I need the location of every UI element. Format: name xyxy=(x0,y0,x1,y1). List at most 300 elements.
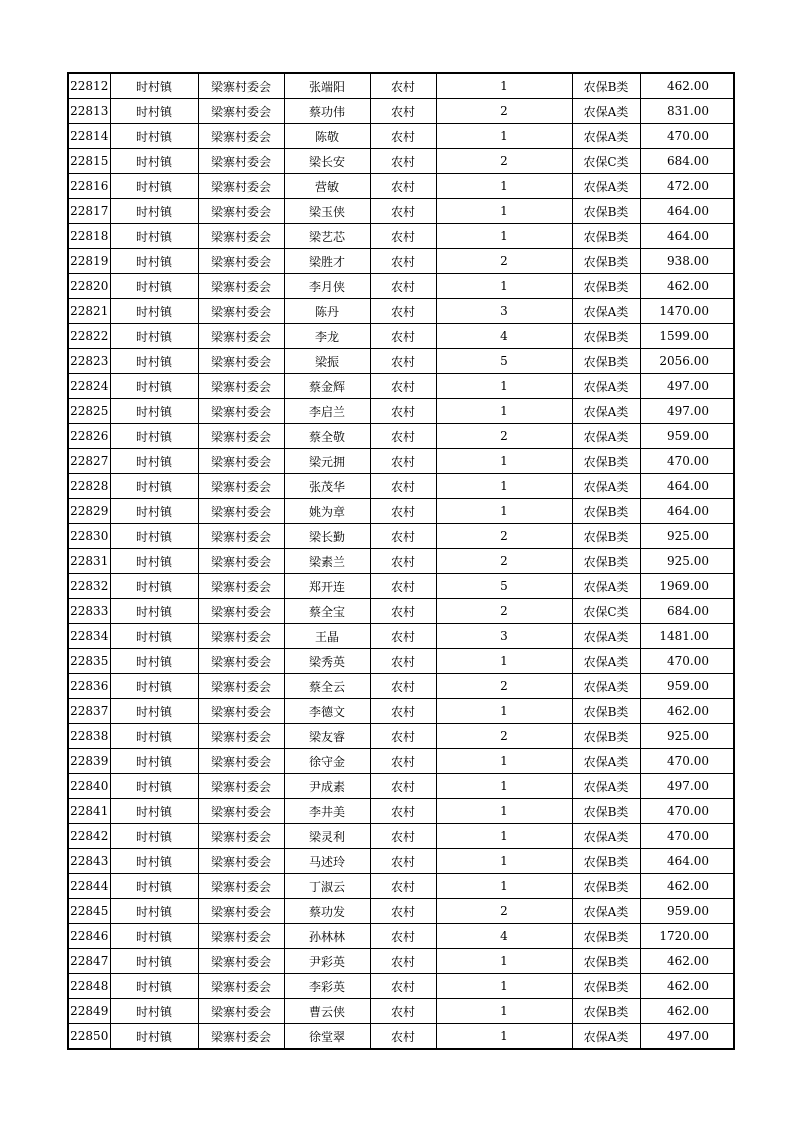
table-row xyxy=(68,449,734,474)
amount-cell: 1470.00 xyxy=(640,299,734,324)
household-count-cell: 5 xyxy=(436,349,572,374)
household-count-cell: 4 xyxy=(436,924,572,949)
person-name-cell: 梁灵利 xyxy=(284,824,370,849)
amount-cell: 470.00 xyxy=(640,124,734,149)
amount-cell: 462.00 xyxy=(640,874,734,899)
amount-cell: 462.00 xyxy=(640,974,734,999)
person-name-cell: 梁玉侠 xyxy=(284,199,370,224)
town-cell: 时村镇 xyxy=(110,499,198,524)
household-count-cell: 1 xyxy=(436,449,572,474)
table-row xyxy=(68,824,734,849)
person-name-cell: 梁素兰 xyxy=(284,549,370,574)
person-name-cell: 曹云侠 xyxy=(284,999,370,1024)
village-committee-cell: 梁寨村委会 xyxy=(198,449,284,474)
village-committee-cell: 梁寨村委会 xyxy=(198,73,284,99)
table-row xyxy=(68,749,734,774)
area-type-cell: 农村 xyxy=(370,924,436,949)
person-name-cell: 李德文 xyxy=(284,699,370,724)
town-cell: 时村镇 xyxy=(110,73,198,99)
village-committee-cell: 梁寨村委会 xyxy=(198,824,284,849)
insurance-category-cell: 农保B类 xyxy=(572,199,640,224)
village-committee-cell: 梁寨村委会 xyxy=(198,574,284,599)
town-cell: 时村镇 xyxy=(110,574,198,599)
area-type-cell: 农村 xyxy=(370,174,436,199)
amount-cell: 464.00 xyxy=(640,224,734,249)
table-row xyxy=(68,999,734,1024)
insurance-category-cell: 农保B类 xyxy=(572,224,640,249)
table-row xyxy=(68,499,734,524)
insurance-category-cell: 农保B类 xyxy=(572,274,640,299)
table-row xyxy=(68,949,734,974)
town-cell: 时村镇 xyxy=(110,674,198,699)
area-type-cell: 农村 xyxy=(370,449,436,474)
insurance-category-cell: 农保A类 xyxy=(572,899,640,924)
person-name-cell: 梁长安 xyxy=(284,149,370,174)
person-name-cell: 陈丹 xyxy=(284,299,370,324)
area-type-cell: 农村 xyxy=(370,499,436,524)
record-id-cell: 22836 xyxy=(68,674,110,699)
amount-cell: 1969.00 xyxy=(640,574,734,599)
household-count-cell: 1 xyxy=(436,73,572,99)
village-committee-cell: 梁寨村委会 xyxy=(198,199,284,224)
person-name-cell: 蔡金辉 xyxy=(284,374,370,399)
household-count-cell: 3 xyxy=(436,299,572,324)
table-row xyxy=(68,474,734,499)
table-row xyxy=(68,649,734,674)
village-committee-cell: 梁寨村委会 xyxy=(198,924,284,949)
record-id-cell: 22840 xyxy=(68,774,110,799)
town-cell: 时村镇 xyxy=(110,624,198,649)
town-cell: 时村镇 xyxy=(110,199,198,224)
amount-cell: 1720.00 xyxy=(640,924,734,949)
amount-cell: 684.00 xyxy=(640,599,734,624)
insurance-category-cell: 农保B类 xyxy=(572,949,640,974)
town-cell: 时村镇 xyxy=(110,349,198,374)
amount-cell: 462.00 xyxy=(640,949,734,974)
town-cell: 时村镇 xyxy=(110,274,198,299)
record-id-cell: 22818 xyxy=(68,224,110,249)
town-cell: 时村镇 xyxy=(110,1024,198,1050)
town-cell: 时村镇 xyxy=(110,99,198,124)
record-id-cell: 22848 xyxy=(68,974,110,999)
person-name-cell: 张茂华 xyxy=(284,474,370,499)
person-name-cell: 梁振 xyxy=(284,349,370,374)
insurance-category-cell: 农保B类 xyxy=(572,799,640,824)
record-id-cell: 22850 xyxy=(68,1024,110,1050)
village-committee-cell: 梁寨村委会 xyxy=(198,1024,284,1050)
table-row xyxy=(68,124,734,149)
area-type-cell: 农村 xyxy=(370,374,436,399)
person-name-cell: 马述玲 xyxy=(284,849,370,874)
village-committee-cell: 梁寨村委会 xyxy=(198,849,284,874)
table-row xyxy=(68,799,734,824)
village-committee-cell: 梁寨村委会 xyxy=(198,124,284,149)
amount-cell: 1599.00 xyxy=(640,324,734,349)
insurance-category-cell: 农保B类 xyxy=(572,974,640,999)
amount-cell: 959.00 xyxy=(640,899,734,924)
insurance-category-cell: 农保A类 xyxy=(572,299,640,324)
table-row xyxy=(68,574,734,599)
village-committee-cell: 梁寨村委会 xyxy=(198,724,284,749)
village-committee-cell: 梁寨村委会 xyxy=(198,174,284,199)
record-id-cell: 22834 xyxy=(68,624,110,649)
area-type-cell: 农村 xyxy=(370,474,436,499)
table-body xyxy=(68,73,734,1049)
record-id-cell: 22813 xyxy=(68,99,110,124)
amount-cell: 497.00 xyxy=(640,374,734,399)
village-committee-cell: 梁寨村委会 xyxy=(198,649,284,674)
table-row xyxy=(68,724,734,749)
household-count-cell: 1 xyxy=(436,874,572,899)
table-row xyxy=(68,199,734,224)
person-name-cell: 李彩英 xyxy=(284,974,370,999)
person-name-cell: 陈敬 xyxy=(284,124,370,149)
area-type-cell: 农村 xyxy=(370,649,436,674)
town-cell: 时村镇 xyxy=(110,549,198,574)
household-count-cell: 1 xyxy=(436,799,572,824)
amount-cell: 462.00 xyxy=(640,999,734,1024)
person-name-cell: 蔡全敬 xyxy=(284,424,370,449)
household-count-cell: 1 xyxy=(436,949,572,974)
table-row xyxy=(68,174,734,199)
record-id-cell: 22829 xyxy=(68,499,110,524)
household-count-cell: 1 xyxy=(436,124,572,149)
table-row xyxy=(68,699,734,724)
person-name-cell: 徐守金 xyxy=(284,749,370,774)
town-cell: 时村镇 xyxy=(110,149,198,174)
insurance-category-cell: 农保C类 xyxy=(572,599,640,624)
record-id-cell: 22816 xyxy=(68,174,110,199)
household-count-cell: 2 xyxy=(436,524,572,549)
village-committee-cell: 梁寨村委会 xyxy=(198,949,284,974)
area-type-cell: 农村 xyxy=(370,99,436,124)
area-type-cell: 农村 xyxy=(370,1024,436,1050)
area-type-cell: 农村 xyxy=(370,774,436,799)
area-type-cell: 农村 xyxy=(370,824,436,849)
amount-cell: 684.00 xyxy=(640,149,734,174)
insurance-category-cell: 农保B类 xyxy=(572,924,640,949)
insurance-category-cell: 农保A类 xyxy=(572,624,640,649)
household-count-cell: 1 xyxy=(436,774,572,799)
amount-cell: 470.00 xyxy=(640,449,734,474)
household-count-cell: 5 xyxy=(436,574,572,599)
village-committee-cell: 梁寨村委会 xyxy=(198,424,284,449)
household-count-cell: 2 xyxy=(436,899,572,924)
table-row xyxy=(68,774,734,799)
town-cell: 时村镇 xyxy=(110,174,198,199)
insurance-category-cell: 农保A类 xyxy=(572,99,640,124)
amount-cell: 2056.00 xyxy=(640,349,734,374)
area-type-cell: 农村 xyxy=(370,349,436,374)
town-cell: 时村镇 xyxy=(110,774,198,799)
household-count-cell: 2 xyxy=(436,249,572,274)
person-name-cell: 蔡全云 xyxy=(284,674,370,699)
amount-cell: 938.00 xyxy=(640,249,734,274)
area-type-cell: 农村 xyxy=(370,224,436,249)
village-committee-cell: 梁寨村委会 xyxy=(198,699,284,724)
insurance-category-cell: 农保B类 xyxy=(572,999,640,1024)
record-id-cell: 22833 xyxy=(68,599,110,624)
table-row xyxy=(68,149,734,174)
insurance-category-cell: 农保B类 xyxy=(572,549,640,574)
record-id-cell: 22847 xyxy=(68,949,110,974)
table-row xyxy=(68,324,734,349)
area-type-cell: 农村 xyxy=(370,124,436,149)
village-committee-cell: 梁寨村委会 xyxy=(198,899,284,924)
town-cell: 时村镇 xyxy=(110,474,198,499)
person-name-cell: 郑开连 xyxy=(284,574,370,599)
person-name-cell: 李启兰 xyxy=(284,399,370,424)
area-type-cell: 农村 xyxy=(370,899,436,924)
insurance-category-cell: 农保B类 xyxy=(572,249,640,274)
insurance-category-cell: 农保A类 xyxy=(572,174,640,199)
amount-cell: 1481.00 xyxy=(640,624,734,649)
area-type-cell: 农村 xyxy=(370,149,436,174)
village-committee-cell: 梁寨村委会 xyxy=(198,799,284,824)
table-row xyxy=(68,424,734,449)
area-type-cell: 农村 xyxy=(370,724,436,749)
insurance-category-cell: 农保B类 xyxy=(572,349,640,374)
table-row xyxy=(68,349,734,374)
record-id-cell: 22846 xyxy=(68,924,110,949)
village-committee-cell: 梁寨村委会 xyxy=(198,374,284,399)
table-row xyxy=(68,524,734,549)
town-cell: 时村镇 xyxy=(110,799,198,824)
record-id-cell: 22841 xyxy=(68,799,110,824)
village-committee-cell: 梁寨村委会 xyxy=(198,524,284,549)
record-id-cell: 22844 xyxy=(68,874,110,899)
record-id-cell: 22823 xyxy=(68,349,110,374)
table-row xyxy=(68,399,734,424)
person-name-cell: 梁胜才 xyxy=(284,249,370,274)
household-count-cell: 2 xyxy=(436,724,572,749)
town-cell: 时村镇 xyxy=(110,899,198,924)
village-committee-cell: 梁寨村委会 xyxy=(198,749,284,774)
household-count-cell: 1 xyxy=(436,649,572,674)
household-count-cell: 4 xyxy=(436,324,572,349)
insurance-category-cell: 农保A类 xyxy=(572,374,640,399)
table-row xyxy=(68,224,734,249)
table-row xyxy=(68,249,734,274)
insurance-category-cell: 农保B类 xyxy=(572,524,640,549)
town-cell: 时村镇 xyxy=(110,424,198,449)
area-type-cell: 农村 xyxy=(370,249,436,274)
town-cell: 时村镇 xyxy=(110,699,198,724)
person-name-cell: 蔡全宝 xyxy=(284,599,370,624)
village-committee-cell: 梁寨村委会 xyxy=(198,999,284,1024)
household-count-cell: 1 xyxy=(436,474,572,499)
table-row xyxy=(68,899,734,924)
town-cell: 时村镇 xyxy=(110,524,198,549)
record-id-cell: 22832 xyxy=(68,574,110,599)
amount-cell: 925.00 xyxy=(640,524,734,549)
town-cell: 时村镇 xyxy=(110,924,198,949)
person-name-cell: 蔡功发 xyxy=(284,899,370,924)
area-type-cell: 农村 xyxy=(370,549,436,574)
insurance-category-cell: 农保A类 xyxy=(572,1024,640,1050)
table-row xyxy=(68,624,734,649)
area-type-cell: 农村 xyxy=(370,874,436,899)
area-type-cell: 农村 xyxy=(370,399,436,424)
table-row xyxy=(68,99,734,124)
record-id-cell: 22824 xyxy=(68,374,110,399)
household-count-cell: 2 xyxy=(436,149,572,174)
village-committee-cell: 梁寨村委会 xyxy=(198,399,284,424)
record-id-cell: 22822 xyxy=(68,324,110,349)
village-committee-cell: 梁寨村委会 xyxy=(198,99,284,124)
insurance-category-cell: 农保A类 xyxy=(572,749,640,774)
insurance-category-cell: 农保A类 xyxy=(572,124,640,149)
person-name-cell: 梁秀英 xyxy=(284,649,370,674)
town-cell: 时村镇 xyxy=(110,824,198,849)
insurance-category-cell: 农保B类 xyxy=(572,73,640,99)
village-committee-cell: 梁寨村委会 xyxy=(198,974,284,999)
table-row xyxy=(68,674,734,699)
town-cell: 时村镇 xyxy=(110,999,198,1024)
village-committee-cell: 梁寨村委会 xyxy=(198,774,284,799)
person-name-cell: 王晶 xyxy=(284,624,370,649)
person-name-cell: 丁淑云 xyxy=(284,874,370,899)
record-id-cell: 22835 xyxy=(68,649,110,674)
household-count-cell: 2 xyxy=(436,424,572,449)
area-type-cell: 农村 xyxy=(370,574,436,599)
table-row xyxy=(68,924,734,949)
insurance-category-cell: 农保A类 xyxy=(572,399,640,424)
town-cell: 时村镇 xyxy=(110,974,198,999)
household-count-cell: 1 xyxy=(436,999,572,1024)
insurance-category-cell: 农保A类 xyxy=(572,574,640,599)
insurance-category-cell: 农保C类 xyxy=(572,149,640,174)
town-cell: 时村镇 xyxy=(110,649,198,674)
amount-cell: 470.00 xyxy=(640,824,734,849)
village-committee-cell: 梁寨村委会 xyxy=(198,149,284,174)
amount-cell: 925.00 xyxy=(640,549,734,574)
amount-cell: 831.00 xyxy=(640,99,734,124)
area-type-cell: 农村 xyxy=(370,849,436,874)
table-row xyxy=(68,374,734,399)
person-name-cell: 尹彩英 xyxy=(284,949,370,974)
area-type-cell: 农村 xyxy=(370,624,436,649)
insurance-category-cell: 农保B类 xyxy=(572,874,640,899)
person-name-cell: 尹成素 xyxy=(284,774,370,799)
town-cell: 时村镇 xyxy=(110,299,198,324)
area-type-cell: 农村 xyxy=(370,799,436,824)
area-type-cell: 农村 xyxy=(370,524,436,549)
record-id-cell: 22837 xyxy=(68,699,110,724)
area-type-cell: 农村 xyxy=(370,749,436,774)
household-count-cell: 2 xyxy=(436,99,572,124)
household-count-cell: 1 xyxy=(436,199,572,224)
town-cell: 时村镇 xyxy=(110,749,198,774)
town-cell: 时村镇 xyxy=(110,374,198,399)
household-count-cell: 2 xyxy=(436,599,572,624)
village-committee-cell: 梁寨村委会 xyxy=(198,474,284,499)
record-id-cell: 22830 xyxy=(68,524,110,549)
amount-cell: 497.00 xyxy=(640,1024,734,1050)
insurance-category-cell: 农保B类 xyxy=(572,449,640,474)
household-count-cell: 1 xyxy=(436,849,572,874)
amount-cell: 470.00 xyxy=(640,799,734,824)
area-type-cell: 农村 xyxy=(370,274,436,299)
town-cell: 时村镇 xyxy=(110,724,198,749)
person-name-cell: 梁艺芯 xyxy=(284,224,370,249)
amount-cell: 462.00 xyxy=(640,274,734,299)
person-name-cell: 梁友睿 xyxy=(284,724,370,749)
record-id-cell: 22843 xyxy=(68,849,110,874)
area-type-cell: 农村 xyxy=(370,674,436,699)
town-cell: 时村镇 xyxy=(110,399,198,424)
table-row xyxy=(68,1024,734,1050)
record-id-cell: 22815 xyxy=(68,149,110,174)
village-committee-cell: 梁寨村委会 xyxy=(198,499,284,524)
area-type-cell: 农村 xyxy=(370,299,436,324)
village-committee-cell: 梁寨村委会 xyxy=(198,874,284,899)
village-committee-cell: 梁寨村委会 xyxy=(198,349,284,374)
person-name-cell: 营敏 xyxy=(284,174,370,199)
household-count-cell: 1 xyxy=(436,974,572,999)
town-cell: 时村镇 xyxy=(110,599,198,624)
record-id-cell: 22825 xyxy=(68,399,110,424)
village-committee-cell: 梁寨村委会 xyxy=(198,224,284,249)
area-type-cell: 农村 xyxy=(370,699,436,724)
household-count-cell: 2 xyxy=(436,549,572,574)
insurance-category-cell: 农保A类 xyxy=(572,824,640,849)
town-cell: 时村镇 xyxy=(110,874,198,899)
record-id-cell: 22826 xyxy=(68,424,110,449)
amount-cell: 472.00 xyxy=(640,174,734,199)
insurance-category-cell: 农保B类 xyxy=(572,849,640,874)
person-name-cell: 李龙 xyxy=(284,324,370,349)
village-committee-cell: 梁寨村委会 xyxy=(198,624,284,649)
table-row xyxy=(68,299,734,324)
village-committee-cell: 梁寨村委会 xyxy=(198,249,284,274)
amount-cell: 464.00 xyxy=(640,474,734,499)
person-name-cell: 徐堂翠 xyxy=(284,1024,370,1050)
village-committee-cell: 梁寨村委会 xyxy=(198,324,284,349)
record-id-cell: 22838 xyxy=(68,724,110,749)
town-cell: 时村镇 xyxy=(110,949,198,974)
household-count-cell: 3 xyxy=(436,624,572,649)
record-id-cell: 22831 xyxy=(68,549,110,574)
town-cell: 时村镇 xyxy=(110,324,198,349)
insurance-category-cell: 农保A类 xyxy=(572,674,640,699)
person-name-cell: 李月侠 xyxy=(284,274,370,299)
amount-cell: 464.00 xyxy=(640,499,734,524)
insurance-category-cell: 农保B类 xyxy=(572,499,640,524)
record-id-cell: 22812 xyxy=(68,73,110,99)
record-id-cell: 22828 xyxy=(68,474,110,499)
amount-cell: 959.00 xyxy=(640,674,734,699)
area-type-cell: 农村 xyxy=(370,599,436,624)
table-row xyxy=(68,599,734,624)
household-count-cell: 1 xyxy=(436,699,572,724)
person-name-cell: 张端阳 xyxy=(284,73,370,99)
insurance-category-cell: 农保A类 xyxy=(572,649,640,674)
town-cell: 时村镇 xyxy=(110,249,198,274)
record-id-cell: 22849 xyxy=(68,999,110,1024)
person-name-cell: 姚为章 xyxy=(284,499,370,524)
table-row xyxy=(68,849,734,874)
person-name-cell: 孙林林 xyxy=(284,924,370,949)
insurance-category-cell: 农保A类 xyxy=(572,774,640,799)
village-committee-cell: 梁寨村委会 xyxy=(198,599,284,624)
amount-cell: 464.00 xyxy=(640,199,734,224)
area-type-cell: 农村 xyxy=(370,949,436,974)
record-id-cell: 22839 xyxy=(68,749,110,774)
household-count-cell: 1 xyxy=(436,1024,572,1050)
table-row xyxy=(68,73,734,99)
table-row xyxy=(68,974,734,999)
